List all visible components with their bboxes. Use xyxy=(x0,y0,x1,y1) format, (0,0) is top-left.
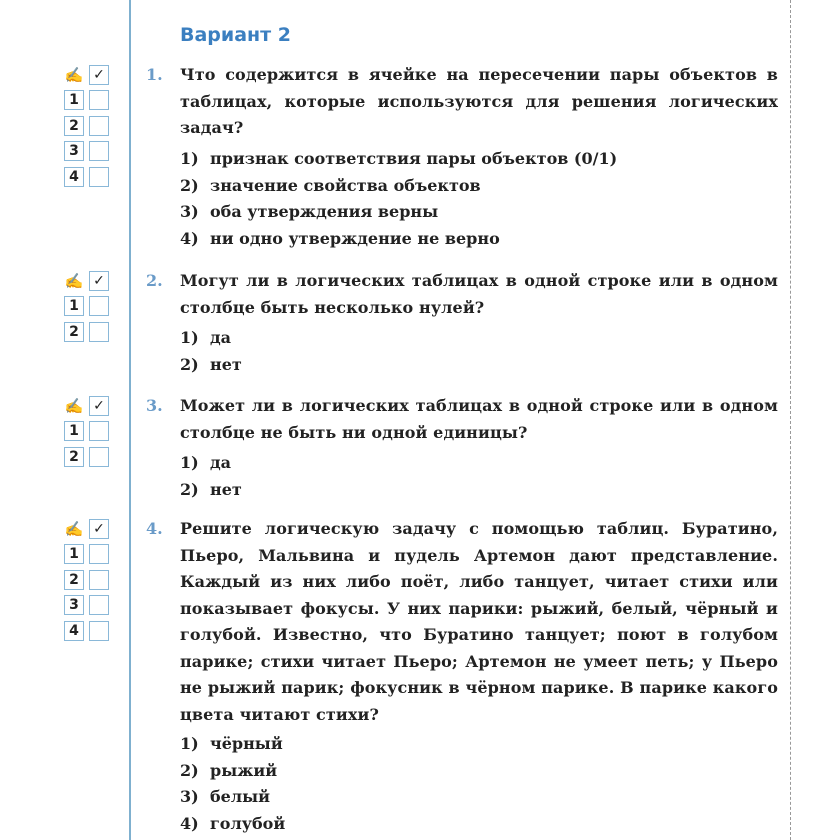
answer-checkbox[interactable] xyxy=(89,116,109,136)
option-text: оба утверждения верны xyxy=(210,202,439,221)
pen-icon: ✍ xyxy=(64,519,84,538)
option-text: значение свойства объектов xyxy=(210,175,481,195)
option xyxy=(180,352,242,379)
option-number: 4) xyxy=(180,228,199,248)
option xyxy=(180,450,242,477)
option-number-box: 3 xyxy=(64,141,84,161)
option xyxy=(180,811,285,838)
answer-boxes xyxy=(64,62,109,190)
answer-checkbox[interactable] xyxy=(89,570,109,590)
options-list xyxy=(180,325,242,378)
option-number: 1) xyxy=(180,734,199,753)
options-list xyxy=(180,731,285,837)
question-number: 3. xyxy=(146,396,163,415)
variant-title: Вариант 2 xyxy=(180,24,292,46)
answer-checkbox[interactable] xyxy=(89,322,109,342)
question-text: Что содержится в ячейке на пересечении пары объектов в таблицах, которые используются для решения логических задач? xyxy=(180,65,778,137)
option-number: 2) xyxy=(180,175,199,195)
option-number-box: 1 xyxy=(64,544,84,564)
answer-checkbox[interactable] xyxy=(89,167,109,187)
answer-checkbox[interactable] xyxy=(89,421,109,441)
option-number-box: 4 xyxy=(64,621,84,641)
option-number: 3) xyxy=(180,787,199,806)
option-text: нет xyxy=(210,354,242,374)
option-number: 1) xyxy=(180,453,199,472)
answer-boxes xyxy=(64,393,109,470)
option-number-box: 2 xyxy=(64,447,84,467)
options-list xyxy=(180,450,242,503)
check-icon: ✓ xyxy=(89,519,109,539)
option-text: белый xyxy=(210,787,271,806)
option-number-box: 1 xyxy=(64,296,84,316)
pen-icon: ✍ xyxy=(64,271,84,290)
option-number: 2) xyxy=(180,479,199,499)
answer-boxes xyxy=(64,516,109,644)
option-number: 2) xyxy=(180,760,199,780)
option xyxy=(180,226,617,253)
option-number-box: 2 xyxy=(64,116,84,136)
pen-icon: ✍ xyxy=(64,396,84,415)
option xyxy=(180,146,617,173)
option-number-box: 1 xyxy=(64,421,84,441)
answer-checkbox[interactable] xyxy=(89,141,109,161)
option-number-box: 3 xyxy=(64,595,84,615)
option-text: ни одно утверждение не верно xyxy=(210,228,500,248)
option xyxy=(180,731,285,758)
answer-checkbox[interactable] xyxy=(89,90,109,110)
option-number-box: 2 xyxy=(64,322,84,342)
question-text: Решите логическую задачу с помощью таблиц. Буратино, Пьеро, Мальвина и пудель Артемон дают представление. Каждый из них либо поёт, либо танцует, читает стихи или показывает фокусы. У них парики: рыжий, белый, чёрный и голубой. Известно, что Буратино танцует; поют в голубом парике; стихи читает Пьеро; Артемон не умеет петь; у Пьеро не рыжий парик; фокусник в чёрном парике. В парике какого цвета читают стихи? xyxy=(180,519,778,724)
option-number-box: 4 xyxy=(64,167,84,187)
option-text: да xyxy=(210,328,232,347)
option-text: признак соответствия пары объектов (0/1) xyxy=(210,149,618,168)
answer-checkbox[interactable] xyxy=(89,296,109,316)
option-text: да xyxy=(210,453,232,472)
check-icon: ✓ xyxy=(89,396,109,416)
answer-boxes xyxy=(64,268,109,345)
question-number: 1. xyxy=(146,65,163,84)
check-icon: ✓ xyxy=(89,271,109,291)
option-number: 3) xyxy=(180,202,199,221)
check-icon: ✓ xyxy=(89,65,109,85)
option-number: 2) xyxy=(180,354,199,374)
option-number-box: 2 xyxy=(64,570,84,590)
option-text: нет xyxy=(210,479,242,499)
option xyxy=(180,199,617,226)
answer-checkbox[interactable] xyxy=(89,621,109,641)
option-text: чёрный xyxy=(210,734,283,753)
pen-icon: ✍ xyxy=(64,65,84,84)
option xyxy=(180,325,242,352)
answer-checkbox[interactable] xyxy=(89,544,109,564)
option xyxy=(180,758,285,785)
question-number: 4. xyxy=(146,519,163,538)
option-number: 1) xyxy=(180,328,199,347)
answer-checkbox[interactable] xyxy=(89,447,109,467)
question-text: Может ли в логических таблицах в одной строке или в одном столбце не быть ни одной единицы? xyxy=(180,396,778,442)
option-text: рыжий xyxy=(210,760,278,780)
option-number-box: 1 xyxy=(64,90,84,110)
cut-line xyxy=(790,0,791,840)
option-number: 1) xyxy=(180,149,199,168)
question-number: 2. xyxy=(146,271,163,290)
question-text: Могут ли в логических таблицах в одной строке или в одном столбце быть несколько нулей? xyxy=(180,271,778,317)
option xyxy=(180,784,285,811)
option-number: 4) xyxy=(180,813,199,833)
options-list xyxy=(180,146,617,252)
margin-line xyxy=(129,0,131,840)
answer-checkbox[interactable] xyxy=(89,595,109,615)
option xyxy=(180,173,617,200)
option-text: голубой xyxy=(210,813,286,833)
option xyxy=(180,477,242,504)
